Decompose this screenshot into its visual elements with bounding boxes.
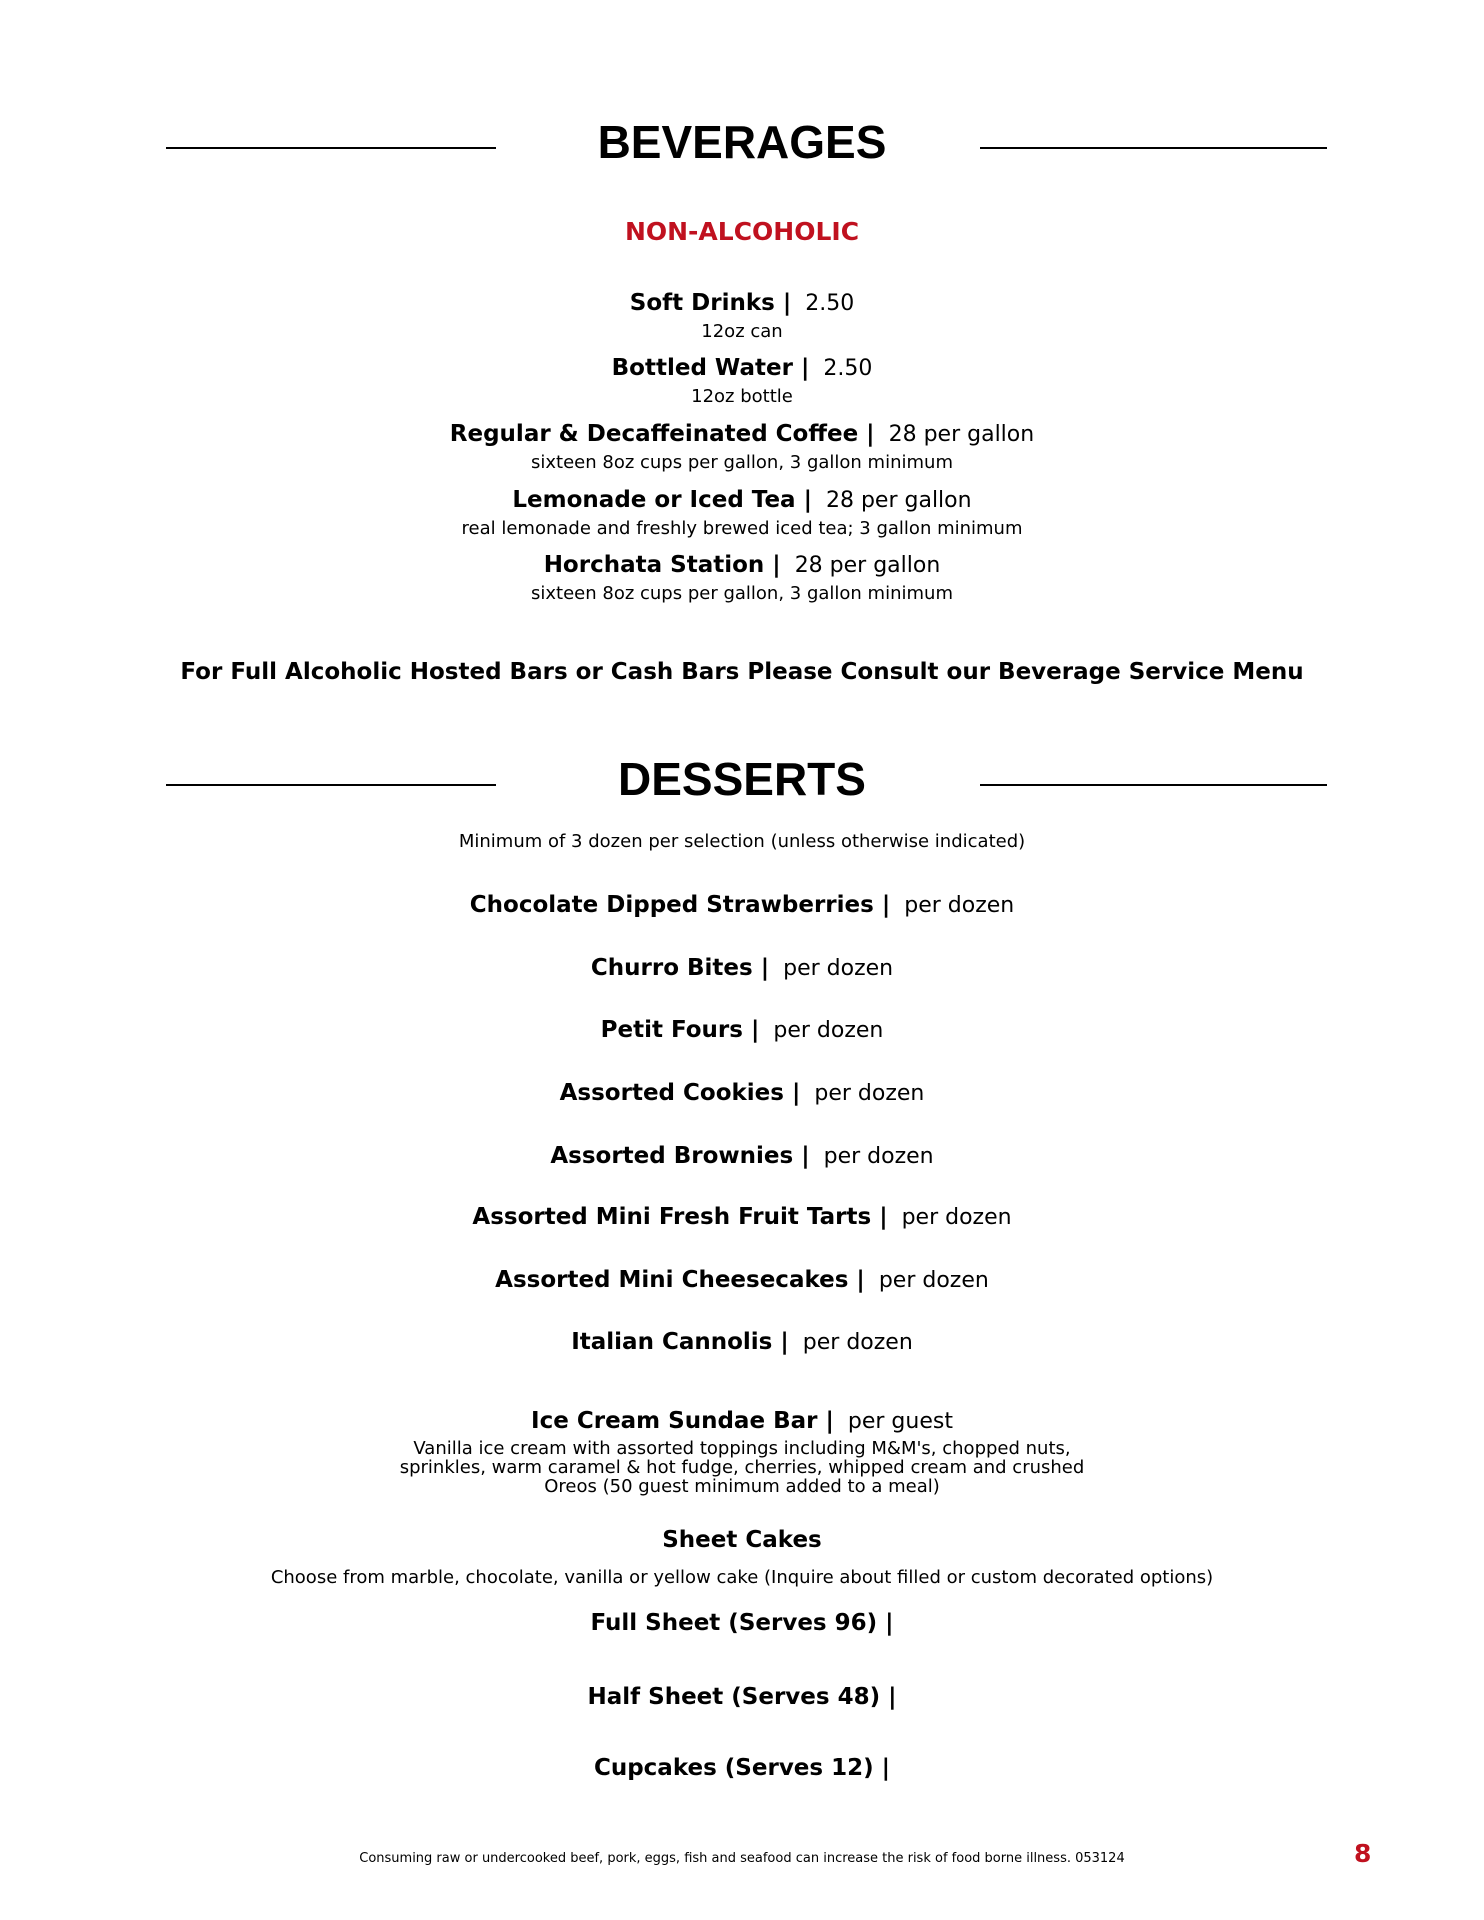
item-price: per dozen	[901, 1205, 1012, 1230]
beverage-item-bottled-water	[0, 355, 1484, 381]
item-price: per dozen	[823, 1144, 934, 1169]
food-safety-disclaimer: Consuming raw or undercooked beef, pork, eggs, fish and seafood can increase the risk of food borne illness. 053124	[359, 1851, 1125, 1866]
dessert-item-fruit-tarts	[0, 1204, 1484, 1230]
dessert-item-churro-bites	[0, 955, 1484, 981]
beverage-item-lemonade-tea	[0, 487, 1484, 513]
item-name: Assorted Cookies |	[559, 1080, 801, 1106]
dessert-item-cheesecakes	[0, 1267, 1484, 1293]
item-name: Regular & Decaffeinated Coffee |	[449, 421, 875, 447]
dessert-item-cannolis	[0, 1329, 1484, 1355]
item-price: per dozen	[783, 956, 894, 981]
item-name: Assorted Mini Fresh Fruit Tarts |	[472, 1204, 888, 1230]
item-description: 12oz bottle	[691, 386, 793, 407]
item-name: Full Sheet (Serves 96) |	[590, 1610, 894, 1636]
item-price: per dozen	[773, 1018, 884, 1043]
sheet-cake-half	[0, 1684, 1484, 1710]
sheet-cakes-title: Sheet Cakes	[662, 1527, 822, 1553]
item-price: per dozen	[904, 893, 1015, 918]
desserts-minimum-note: Minimum of 3 dozen per selection (unless otherwise indicated)	[458, 831, 1026, 852]
item-description: sixteen 8oz cups per gallon, 3 gallon minimum	[531, 583, 953, 604]
sheet-cakes-heading	[0, 1527, 1484, 1553]
item-price: per guest	[847, 1409, 953, 1434]
item-name: Churro Bites |	[590, 955, 770, 981]
item-description: real lemonade and freshly brewed iced tea; 3 gallon minimum	[461, 518, 1023, 539]
item-price: per dozen	[878, 1268, 989, 1293]
desserts-title: DESSERTS	[618, 753, 866, 805]
item-price: 28 per gallon	[888, 422, 1035, 447]
item-name: Half Sheet (Serves 48) |	[587, 1684, 897, 1710]
item-price: 2.50	[823, 356, 873, 381]
item-name: Lemonade or Iced Tea |	[512, 487, 812, 513]
item-name: Italian Cannolis |	[571, 1329, 789, 1355]
item-name: Petit Fours |	[600, 1017, 760, 1043]
beverage-item-horchata	[0, 552, 1484, 578]
item-price: per dozen	[802, 1330, 913, 1355]
item-price: 28 per gallon	[825, 488, 972, 513]
beverage-item-soft-drinks	[0, 290, 1484, 316]
alcohol-bar-note: For Full Alcoholic Hosted Bars or Cash Bars Please Consult our Beverage Service Menu	[180, 659, 1304, 685]
item-name: Soft Drinks |	[629, 290, 792, 316]
item-name: Assorted Mini Cheesecakes |	[495, 1267, 865, 1293]
sheet-cake-cupcakes	[0, 1755, 1484, 1781]
item-name: Assorted Brownies |	[550, 1143, 810, 1169]
item-name: Horchata Station |	[543, 552, 781, 578]
item-description: 12oz can	[701, 321, 783, 342]
item-price: 2.50	[805, 291, 855, 316]
item-price: 28 per gallon	[794, 553, 941, 578]
item-name: Ice Cream Sundae Bar |	[531, 1408, 834, 1434]
dessert-item-petit-fours	[0, 1017, 1484, 1043]
item-price: per dozen	[814, 1081, 925, 1106]
sheet-cakes-description: Choose from marble, chocolate, vanilla or yellow cake (Inquire about filled or custom decorated options)	[270, 1567, 1214, 1588]
item-name: Bottled Water |	[611, 355, 810, 381]
item-description: sixteen 8oz cups per gallon, 3 gallon minimum	[531, 452, 953, 473]
dessert-item-cookies	[0, 1080, 1484, 1106]
non-alcoholic-subheading: NON-ALCOHOLIC	[624, 217, 860, 246]
item-name: Chocolate Dipped Strawberries |	[469, 892, 891, 918]
dessert-item-sundae-bar	[0, 1408, 1484, 1434]
beverage-item-coffee	[0, 421, 1484, 447]
dessert-item-brownies	[0, 1143, 1484, 1169]
sheet-cake-full	[0, 1610, 1484, 1636]
item-name: Cupcakes (Serves 12) |	[593, 1755, 891, 1781]
beverages-title: BEVERAGES	[597, 116, 887, 168]
page-number: 8	[1354, 1839, 1372, 1868]
dessert-item-strawberries	[0, 892, 1484, 918]
sundae-description: Vanilla ice cream with assorted toppings including M&M's, chopped nuts, sprinkles, warm caramel & hot fudge, cherries, whipped cream and crushed Oreos (50 guest minimum added to a meal)	[399, 1438, 1085, 1497]
